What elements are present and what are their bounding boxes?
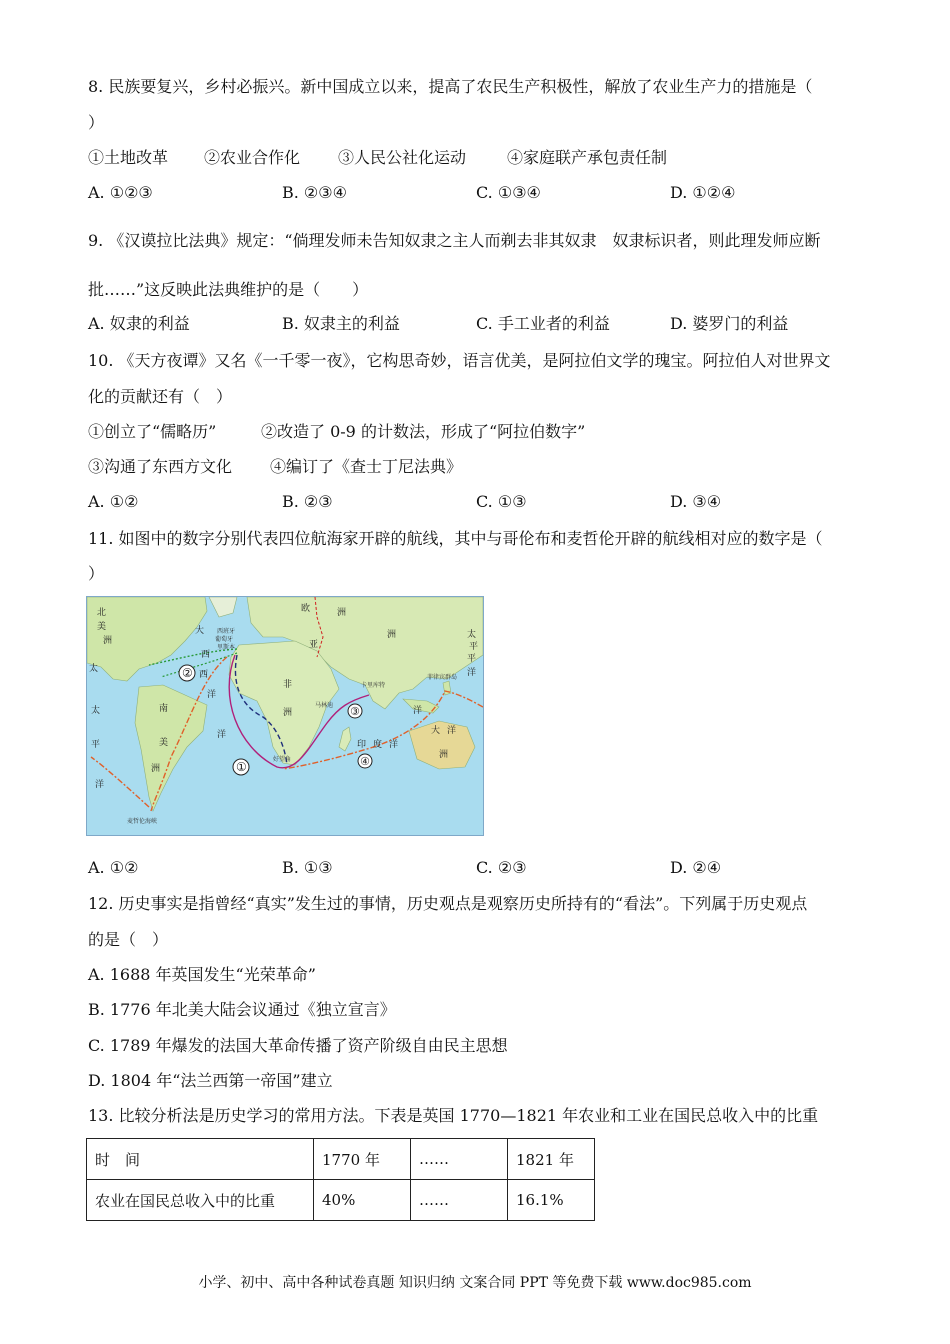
map-label-da-2: 大 — [431, 726, 441, 736]
q10-item-1: ①创立了“儒略历” — [88, 422, 217, 441]
table-header-1770: 1770 年 — [314, 1139, 411, 1180]
map-label-du: 度 — [373, 740, 383, 750]
map-label-yang-5: 洋 — [447, 726, 457, 736]
q10-option-a: A. ①② — [88, 492, 139, 511]
q12-stem-line1: 12. 历史事实是指曾经“真实”发生过的事情，历史观点是观察历史所持有的“看法”。下列属于历史观点 — [88, 894, 808, 913]
south-america-land — [135, 685, 207, 811]
map-label-tai: 太 — [89, 664, 99, 674]
q11-stem: 11. 如图中的数字分别代表四位航海家开辟的航线，其中与哥伦布和麦哲伦开辟的航线相对应的数字是（ — [88, 529, 823, 548]
q10-item-4: ④编订了《查士丁尼法典》 — [270, 457, 463, 476]
q9-option-b: B. 奴隶主的利益 — [282, 314, 400, 333]
q13-stem: 13. 比较分析法是历史学习的常用方法。下表是英国 1770—1821 年农业和工业在国民总收入中的比重 — [88, 1106, 819, 1125]
map-label-yang-4: 洋 — [413, 706, 423, 716]
map-label-ya: 亚 — [309, 640, 319, 650]
map-label-ou: 欧 — [301, 604, 311, 614]
map-label-ping-3: 平 — [467, 654, 477, 664]
voyage-routes-map — [86, 596, 484, 836]
q8-option-b: B. ②③④ — [282, 183, 347, 202]
q12-option-d: D. 1804 年“法兰西第一帝国”建立 — [88, 1071, 333, 1090]
q12-stem-line2: 的是（ ） — [88, 930, 169, 949]
place-calicut: 卡里库特 — [361, 682, 386, 689]
map-label-tai-3: 太 — [467, 630, 477, 640]
map-label-xi-2: 西 — [201, 650, 211, 660]
table-cell-1770: 40% — [314, 1180, 411, 1221]
place-philippines: 菲律宾群岛 — [427, 674, 458, 681]
table-cell-1821: 16.1% — [508, 1180, 595, 1221]
map-label-yang-3: 洋 — [389, 740, 399, 750]
place-spain: 西班牙 — [217, 628, 236, 635]
q8-item-4: ④家庭联产承包责任制 — [507, 148, 668, 167]
q11-option-a: A. ①② — [88, 858, 139, 877]
map-label-ping-2: 平 — [91, 740, 101, 750]
route-1-marker: ① — [236, 760, 247, 774]
map-label-ping-1: 平 — [469, 642, 479, 652]
q10-stem-line1: 10. 《天方夜谭》又名《一千零一夜》，它构思奇妙，语言优美，是阿拉伯文学的瑰宝。阿拉伯人对世界文 — [88, 351, 831, 370]
australia-land — [409, 721, 475, 769]
map-label-nan-zhou: 洲 — [151, 764, 161, 774]
map-label-bei: 北 — [97, 608, 107, 618]
q12-option-b: B. 1776 年北美大陆会议通过《独立宣言》 — [88, 1000, 396, 1019]
table-header-row — [87, 1139, 595, 1180]
map-label-mei: 美 — [97, 622, 107, 632]
q8-item-2: ②农业合作化 — [204, 148, 301, 167]
map-label-fei: 非 — [283, 680, 293, 690]
q9-stem-line2: 批……”这反映此法典维护的是（ ） — [88, 280, 369, 299]
q10-option-d: D. ③④ — [670, 492, 722, 511]
table-header-1821: 1821 年 — [508, 1139, 595, 1180]
map-label-yang-6: 洋 — [467, 668, 477, 678]
place-magellan-strait: 麦哲伦海峡 — [127, 818, 158, 825]
q12-option-c: C. 1789 年爆发的法国大革命传播了资产阶级自由民主思想 — [88, 1036, 508, 1055]
q10-option-b: B. ②③ — [282, 492, 333, 511]
map-label-yin: 印 — [357, 740, 367, 750]
q9-option-d: D. 婆罗门的利益 — [670, 314, 789, 333]
q8-stem: 8. 民族要复兴，乡村必振兴。新中国成立以来，提高了农民生产积极性，解放了农业生产力的措施是（ — [88, 77, 813, 96]
q10-stem-line2: 化的贡献还有（ ） — [88, 387, 233, 406]
q11-option-d: D. ②④ — [670, 858, 722, 877]
map-label-zhou-3: 洲 — [439, 750, 449, 760]
q11-stem-end: ） — [88, 564, 105, 583]
place-malindi: 马林迪 — [315, 702, 334, 709]
map-label-da: 大 — [195, 626, 205, 636]
map-label-ou-zhou: 洲 — [337, 608, 347, 618]
q8-option-c: C. ①③④ — [476, 183, 541, 202]
map-label-nan: 南 — [159, 704, 169, 714]
q8-option-d: D. ①②④ — [670, 183, 736, 202]
q9-option-a: A. 奴隶的利益 — [88, 314, 190, 333]
map-label-ya-zhou: 洲 — [387, 630, 397, 640]
map-label-nan-mei: 美 — [159, 738, 169, 748]
map-label-yang-1: 洋 — [95, 780, 105, 790]
q8-item-1: ①土地改革 — [88, 148, 169, 167]
route-4-marker: ④ — [360, 755, 370, 768]
map-label-yang-2: 洋 — [217, 730, 227, 740]
madagascar-land — [339, 727, 351, 751]
place-lisbon: 里斯本 — [217, 644, 236, 651]
q11-option-c: C. ②③ — [476, 858, 527, 877]
table-header-time: 时 间 — [87, 1139, 314, 1180]
route-3-marker: ③ — [350, 705, 360, 718]
route-2-marker: ② — [182, 666, 193, 680]
q12-option-a: A. 1688 年英国发生“光荣革命” — [88, 965, 316, 984]
world-map-svg — [87, 597, 483, 835]
table-row — [87, 1180, 595, 1221]
table-cell-ellipsis: …… — [411, 1180, 508, 1221]
q10-item-2: ②改造了 0-9 的计数法，形成了“阿拉伯数字” — [261, 422, 586, 441]
q13-table — [86, 1138, 595, 1221]
q11-option-b: B. ①③ — [282, 858, 333, 877]
greenland-land — [209, 597, 237, 617]
table-row-label: 农业在国民总收入中的比重 — [87, 1180, 314, 1221]
place-cape-good-hope: 好望角 — [273, 756, 292, 763]
page-footer: 小学、初中、高中各种试卷真题 知识归纳 文案合同 PPT 等免费下载 www.doc985.com — [198, 1275, 752, 1291]
map-label-xi: 西 — [199, 670, 209, 680]
map-label-tai-2: 太 — [91, 706, 101, 716]
map-label-yang-7: 洋 — [207, 690, 217, 700]
map-label-fei-zhou: 洲 — [283, 708, 293, 718]
q10-option-c: C. ①③ — [476, 492, 527, 511]
q8-stem-end: ） — [88, 113, 105, 132]
q8-option-a: A. ①②③ — [88, 183, 153, 202]
philippines-land — [443, 681, 451, 695]
table-header-ellipsis: …… — [411, 1139, 508, 1180]
q8-item-3: ③人民公社化运动 — [338, 148, 467, 167]
q9-option-c: C. 手工业者的利益 — [476, 314, 610, 333]
q10-item-3: ③沟通了东西方文化 — [88, 457, 233, 476]
map-label-zhou: 洲 — [103, 636, 113, 646]
q9-stem-line1: 9. 《汉谟拉比法典》规定：“倘理发师未告知奴隶之主人而剃去非其奴隶 奴隶标识者，则此理发师应断 — [88, 231, 821, 250]
place-portugal: 葡萄牙 — [215, 636, 234, 643]
